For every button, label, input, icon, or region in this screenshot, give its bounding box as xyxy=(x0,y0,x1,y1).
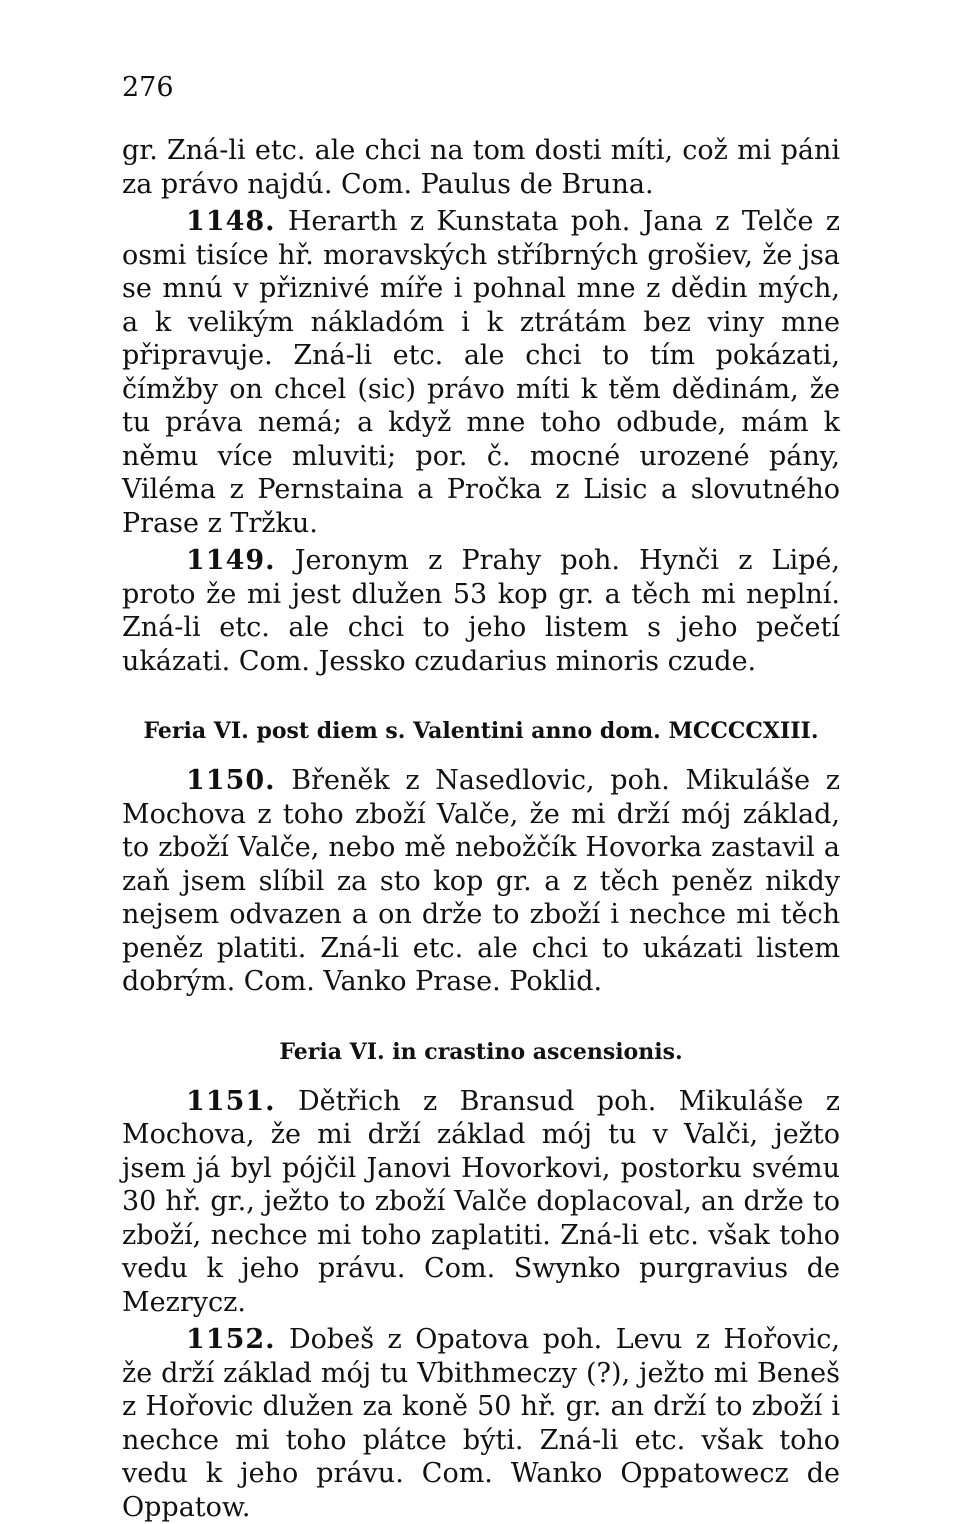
entry-number: 1151. xyxy=(186,1085,276,1117)
entry-text: Dobeš z Opatova poh. Levu z Hořovic, že drží základ mój tu Vbithmeczy (?), ježto mi Beneš z Hořovic dlužen za koně 50 hř. gr. an drží to zboží i nechce mi toho plátce býti. Zná-li etc. však toho vedu k jeho právu. Com. Wanko Oppatowecz de Oppatow. xyxy=(122,1324,840,1523)
section-heading-ascensionis: Feria VI. in crastino ascensionis. xyxy=(279,1038,683,1065)
entry-number: 1150. xyxy=(186,765,276,796)
paragraph-text: gr. Zná-li etc. ale chci na tom dosti míti, což mi páni za právo najdú. Com. Paulus de Bruna. xyxy=(122,135,840,200)
entry-1148 xyxy=(122,205,840,540)
entry-1152 xyxy=(122,1323,840,1524)
entry-text: Herarth z Kunstata poh. Jana z Telče z osmi tisíce hř. moravských stříbrných grošiev, že jsa se mnú v přiznivé míře i pohnal mne z dědin mých, a k velikým nákladóm i k ztrátám bez viny mne připravuje. Zná-li etc. ale chci to tím pokázati, čímžby on chcel (sic) právo míti k těm dědinám, že tu práva nemá; a když mne toho odbude, mám k němu více mluviti; por. č. mocné urozené pány, Viléma z Pernstaina a Pročka z Lisic a slovutného Prase z Tržku. xyxy=(122,206,840,539)
section-heading-valentini: Feria VI. post diem s. Valentini anno dom. MCCCCXIII. xyxy=(143,718,819,744)
entry-1149 xyxy=(122,544,840,678)
entry-text: Jeronym z Prahy poh. Hynči z Lipé, proto že mi jest dlužen 53 kop gr. a těch mi neplní. Zná-li etc. ale chci to jeho listem s jeho pečetí ukázati. Com. Jessko czudarius minoris czude. xyxy=(122,545,840,677)
entry-1150 xyxy=(122,764,840,999)
entry-number: 1148. xyxy=(186,206,276,237)
entry-text: Dětřich z Bransud poh. Mikuláše z Mochova, že mi drží základ mój tu v Valči, ježto jsem já byl pójčil Janovi Hovorkovi, postorku svému 30 hř. gr., ježto to zboží Valče doplacoval, an drže to zboží, nechce mi toho zaplatiti. Zná-li etc. však toho vedu k jeho právu. Com. Swynko purgravius de Mezrycz. xyxy=(122,1085,840,1318)
document-page xyxy=(122,60,840,1524)
page-number: 276 xyxy=(122,72,174,103)
entry-1151 xyxy=(122,1085,840,1320)
entry-number: 1149. xyxy=(186,545,276,576)
entry-text: Břeněk z Nasedlovic, poh. Mikuláše z Mochova z toho zboží Valče, že mi drží mój základ, to zboží Valče, nebo mě nebožčík Hovorka zastavil a zaň jsem slíbil za sto kop gr. a z těch peněz nikdy nejsem odvazen a on drže to zboží i nechce mi těch peněz platiti. Zná-li etc. ale chci to ukázati listem dobrým. Com. Vanko Prase. Poklid. xyxy=(122,765,840,997)
paragraph-continuation xyxy=(122,134,840,201)
entry-number: 1152. xyxy=(186,1324,276,1355)
